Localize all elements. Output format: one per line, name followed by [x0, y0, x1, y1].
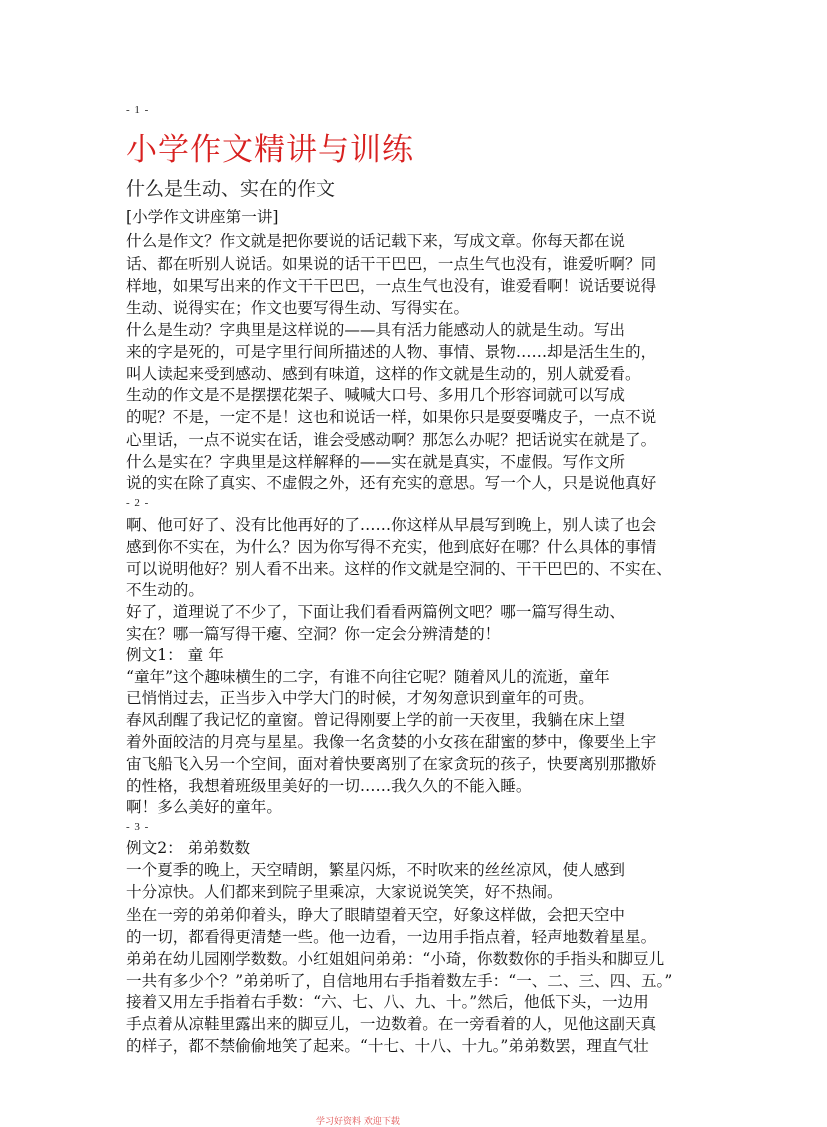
text-line: 坐在一旁的弟弟仰着头，睁大了眼睛望着天空，好象这样做，会把天空中: [126, 906, 626, 924]
text-line: 什么是作文？作文就是把你要说的话记载下来，写成文章。你每天都在说: [126, 232, 626, 250]
page-number: - 3 -: [126, 821, 150, 833]
text-line: 不生动的。: [126, 581, 204, 599]
text-line: 生动的作文是不是摆摆花架子、喊喊大口号、多用几个形容词就可以写成: [126, 386, 626, 404]
text-line: 例文2： 弟弟数数: [126, 839, 251, 857]
text-line: 实在？哪一篇写得干瘪、空洞？你一定会分辨清楚的！: [126, 625, 501, 643]
page-subtitle: 什么是生动、实在的作文: [126, 178, 336, 200]
text-line: 心里话，一点不说实在话，谁会受感动啊？那怎么办呢？把话说实在就是了。: [126, 431, 657, 449]
text-line: 的性格，我想着班级里美好的一切……我久久的不能入睡。: [126, 777, 532, 795]
text-line: 感到你不实在，为什么？因为你写得不充实，他到底好在哪？什么具体的事情: [126, 538, 657, 556]
text-line: 说的实在除了真实、不虚假之外，还有充实的意思。写一个人，只是说他真好: [126, 474, 657, 492]
text-line: 可以说明他好？别人看不出来。这样的作文就是空洞的、干干巴巴的、不实在、: [126, 560, 672, 578]
text-line: 话、都在听别人说话。如果说的话干干巴巴，一点生气也没有，谁爱听啊？同: [126, 255, 657, 273]
text-line: 春风刮醒了我记忆的童窗。曾记得刚要上学的前一天夜里，我躺在床上望: [126, 711, 626, 729]
text-line: “童年”这个趣味横生的二字，有谁不向往它呢？随着风儿的流逝，童年: [126, 668, 610, 686]
text-line: [小学作文讲座第一讲]: [126, 208, 279, 226]
page-number: - 1 -: [126, 104, 150, 116]
text-line: 一共有多少个？”弟弟听了，自信地用右手指着数左手：“一、二、三、四、五。”: [126, 972, 673, 990]
text-line: 的样子，都不禁偷偷地笑了起来。“十七、十八、十九。”弟弟数罢，理直气壮: [126, 1037, 649, 1055]
text-line: 来的字是死的，可是字里行间所描述的人物、事情、景物……却是活生生的，: [126, 343, 657, 361]
text-line: 接着又用左手指着右手数：“六、七、八、九、十。”然后，他低下头，一边用: [126, 993, 649, 1011]
page-number: - 2 -: [126, 497, 150, 509]
text-line: 已悄悄过去，正当步入中学大门的时候，才匆匆意识到童年的可贵。: [126, 689, 594, 707]
page-title: 小学作文精讲与训练: [126, 132, 414, 168]
text-line: 的一切，都看得更清楚一些。他一边看，一边用手指点着，轻声地数着星星。: [126, 928, 657, 946]
text-line: 弟弟在幼儿园刚学数数。小红姐姐问弟弟：“小琦，你数数你的手指头和脚豆儿: [126, 950, 665, 968]
text-line: 什么是实在？字典里是这样解释的——实在就是真实，不虚假。写作文所: [126, 453, 626, 471]
text-line: 十分凉快。人们都来到院子里乘凉，大家说说笑笑，好不热闹。: [126, 883, 563, 901]
text-line: 一个夏季的晚上，天空晴朗，繁星闪烁，不时吹来的丝丝凉风，使人感到: [126, 861, 626, 879]
text-line: 手点着从凉鞋里露出来的脚豆儿，一边数着。在一旁看着的人，见他这副天真: [126, 1015, 657, 1033]
text-line: 什么是生动？字典里是这样说的——具有活力能感动人的就是生动。写出: [126, 321, 626, 339]
text-line: 啊！多么美好的童年。: [126, 798, 282, 816]
footer-watermark: 学习好资料 欢迎下载: [316, 1117, 400, 1127]
text-line: 生动、说得实在；作文也要写得生动、写得实在。: [126, 299, 470, 317]
text-line: 好了，道理说了不少了，下面让我们看看两篇例文吧？哪一篇写得生动、: [126, 603, 626, 621]
text-line: 啊、他可好了、没有比他再好的了……你这样从早晨写到晚上，别人读了也会: [126, 516, 657, 534]
text-line: 例文1： 童 年: [126, 646, 224, 664]
text-line: 叫人读起来受到感动、感到有味道，这样的作文就是生动的，别人就爱看。: [126, 365, 641, 383]
text-line: 的呢？不是，一定不是！这也和说话一样，如果你只是耍耍嘴皮子，一点不说: [126, 408, 657, 426]
text-line: 样地，如果写出来的作文干干巴巴，一点生气也没有，谁爱看啊！说话要说得: [126, 277, 657, 295]
text-line: 着外面皎洁的月亮与星星。我像一名贪婪的小女孩在甜蜜的梦中，像要坐上宇: [126, 733, 657, 751]
text-line: 宙飞船飞入另一个空间，面对着快要离别了在家贪玩的孩子，快要离别那撒娇: [126, 755, 657, 773]
